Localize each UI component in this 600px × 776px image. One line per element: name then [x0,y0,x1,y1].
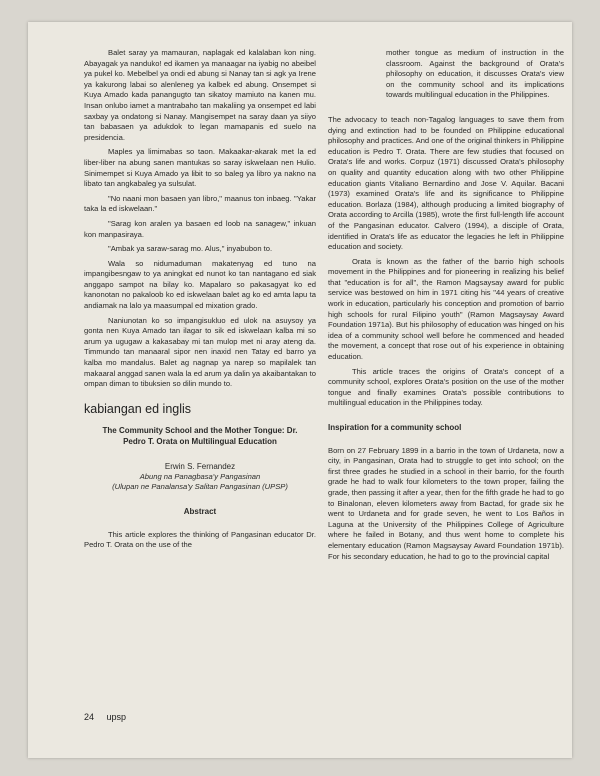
author-name: Erwin S. Fernandez [164,461,236,471]
left-column [84,48,316,555]
article-title: The Community School and the Mother Tongue: Dr. Pedro T. Orata on Multilingual Education [102,425,298,446]
author-affiliation: (Ulupan ne Panalansa'y Salitan Pangasinan (UPSP) [112,482,288,492]
page-footer [84,712,126,722]
paragraph: Orata is known as the father of the barrio high schools movement in the Philippines and for pioneering in realizing his belief that "education is for all", the Ramon Magsaysay award for public service was bestowed on him in 1971 citing his "44 years of creative work in education, particularly his conception and promotion of barrio high schools for rural Filipino youth" (Ramon Magsaysay Award Foundation 1971a). But his philosophy of education was hinged on his idea of a community school well before he commenced and headed the movement, a concept that rose out of his experience in obtaining education. [328,256,564,362]
abstract-heading: Abstract [183,507,217,516]
publication-name: upsp [106,712,127,722]
page-number: 24 [84,712,95,722]
paragraph: Maples ya limimabas so taon. Makaakar-akarak met la ed liber-liber na abung sanen mantukas so saray iskwelaan nen Hulio. Sinimempet si Kuya Amado ya libit to so baleg ya libro ya nakno na libato tan angkabaleg ya sulsulat. [84,147,316,189]
paragraph: Naniunotan ko so impangisukluo ed ulok na asuysoy ya gonta nen Kuya Amado tan ilagar to sik ed iskwelaan kalba mi so arum ya ugugaw a kakasabay mi tan mulop met ni aray ateng da. Timmundo tan manaaral sipor nen inaxid nen Tatay ed barro ya kalba mo mandalus. Balet ag nagnap ya narep so mapilalek tan makaaral anggad sanen wala la ed arum ya dalin ya akaibantakan to ompan diman to tibuksien so dilin mundo to. [84,315,316,389]
paragraph: This article traces the origins of Orata's concept of a community school, explores Orata's position on the use of the mother tongue and finally examines Orata's possible contributions to multilingual education in the Philippines today. [328,366,564,408]
paragraph: "No naani mon basaen yan libro," maanus ton inbaeg. "Yakar taka la ed iskwelaan." [84,193,316,214]
document-page [28,22,572,758]
paragraph: The advocacy to teach non-Tagalog languages to save them from dying and extinction had to be founded on Philippine educational philosophy and practices. And one of the original thinkers in Philippine education is Pedro T. Orata. There are few studies that focused on Orata's life and works. Corpuz (1971) discussed Orata's philosophy on quality and quantity education along with two other Philippine education giants Vitaliano Bernardino and Jose V. Aquilar. Bacani (1973) examined Orata's life and its significance to Philippine education. Borlaza (1984), although producing a limited biography of Orata according to Arcilla (1985), wrote the first full-length life account of the Pangasinan educator. Calvero (1994), a disciple of Orata, identified in Orata's life as educator the legacies he left in Philippine education and society. [328,114,564,252]
abstract-text: This article explores the thinking of Pangasinan educator Dr. Pedro T. Orata on the use of the [84,529,316,550]
section-title: kabiangan ed inglis [84,401,192,416]
right-column [328,48,564,566]
author-affiliation: Abung na Panagbasa'y Pangasinan [139,471,261,481]
paragraph: Born on 27 February 1899 in a barrio in the town of Urdaneta, now a city, in Pangasinan, Orata had to struggle to get into school; on the first three grades he studied in a school in their barrio, for the fourth grade he had to walk four kilometers to the town proper, failing the grade, then passing it after a year, then for the fifth grade he had to go to Binalonan, eleven kilometers away from Bactad, for grade six he went to Urdaneta and for grade seven, he went to Los Baños in Laguna at the University of the Philippines College of Agriculture where he failed in Botany, and thus went home to complete his elementary education (Ramon Magsaysay Award Foundation 1971b). For his secondary education, he had to go to the provincial capital [328,445,564,561]
paragraph: Wala so nidumaduman makatenyag ed tuno na impangibesngaw to ya aningkat ed nunot ko tan nantagano ed siak anggapo sampot na bilay ko. Mapalaro so pakasagyat ko ed kanonotan no pakaloob ko ed iskwelaan balet ag ko ed amta lapu ta andiamak na lalo ya maasumpal ed mixation grado. [84,258,316,311]
subheading: Inspiration for a community school [328,423,462,432]
abstract-text: mother tongue as medium of instruction in the classroom. Against the background of Orata's philosophy on education, it discusses Orata's view on the community school and its implications towards multilingual education in the Philippines. [386,48,564,100]
paragraph: "Sarag kon aralen ya basaen ed loob na sanagew," inkuan kon manpasiraya. [84,218,316,239]
paragraph: Balet saray ya mamauran, naplagak ed kalalaban kon ning. Abayagak ya nanduko! ed ikamen ya manaagar na iyabig no abeibel ya pukel ko. Mebelbel ya ondi ed abung si Nanay tan si agk ya Irene ya kakurong labai so alenleneg ya kalbek ed abung. Onsempet si Kuya Amado kada panangugto tan sikatoy mamiuto na kanen mu. Insan onlubo iamet a mantrabaho tan makaliing ya onsempet ed labi saxbay ya ondatong si Nanay. Mangisempet na saray daan ya siiyo tan babasaen ya adukdok to legan mamapanis ed suelo na presidencia. [84,48,316,142]
paragraph: "Ambak ya saraw-sarag mo. Alus," inyabubon to. [108,244,273,254]
